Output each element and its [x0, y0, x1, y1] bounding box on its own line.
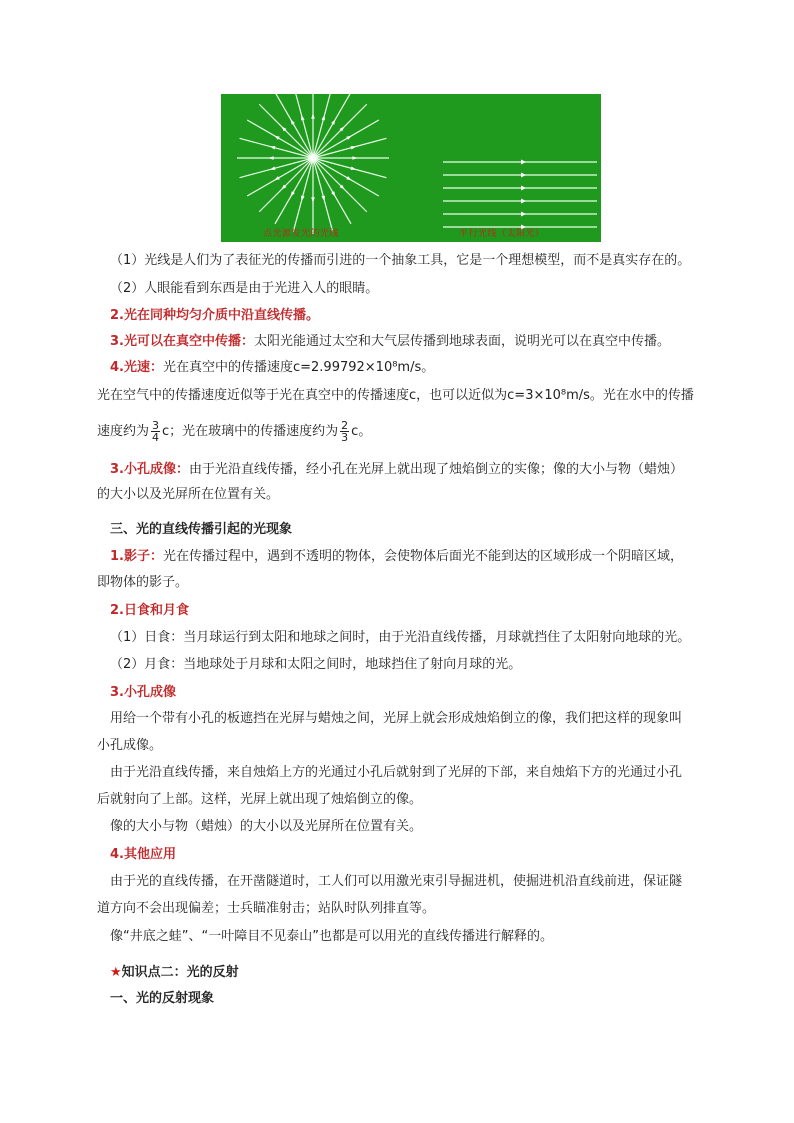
ray-arrow	[321, 196, 324, 202]
section-heading: 三、光的直线传播引起的光现象	[110, 522, 293, 537]
ray-arrow	[351, 166, 357, 169]
paragraph-text: 速度约为	[97, 424, 150, 439]
caption-point-source: 点光源发光的光线	[263, 229, 340, 239]
fraction	[340, 420, 349, 443]
paragraph: （2）人眼能看到东西是由于光进入人的眼睛。	[110, 281, 379, 296]
heading-inline: 4.光速：	[110, 360, 163, 375]
heading: 4.其他应用	[110, 847, 176, 862]
ray-arrow	[346, 136, 352, 140]
section-heading: 一、光的反射现象	[110, 991, 215, 1006]
radial-ray	[313, 138, 386, 158]
ray-arrow	[346, 176, 352, 180]
caption-parallel-rays: 平行光线（太阳光）	[459, 229, 545, 239]
ray-arrow	[521, 173, 526, 178]
paragraph: 即物体的影子。	[97, 575, 189, 590]
ray-arrow	[274, 176, 280, 180]
ray-arrow	[521, 199, 526, 204]
heading-inline: 3.小孔成像：	[110, 462, 189, 477]
heading-text: 知识点二：光的反射	[121, 965, 239, 980]
heading: 2.光在同种均匀介质中沿直线传播。	[110, 308, 319, 323]
fraction-numerator: 2	[341, 419, 349, 432]
paragraph: 用给一个带有小孔的板遮挡在光屏与蜡烛之间，光屏上就会形成烛焰倒立的像，我们把这样的现象叫	[110, 711, 683, 726]
point-source	[310, 155, 316, 161]
paragraph: 后就射向了上部。这样，光屏上就出现了烛焰倒立的像。	[97, 792, 423, 807]
ray-arrow	[351, 146, 357, 149]
paragraph: 由于光的直线传播，在开凿隧道时，工人们可以用激光束引导掘进机，使掘进机沿直线前进，保证隧	[110, 874, 683, 889]
paragraph	[110, 546, 683, 568]
paragraph	[110, 459, 683, 481]
ray-arrow	[301, 115, 304, 121]
radial-ray	[293, 158, 313, 231]
ray-arrow	[301, 196, 304, 202]
paragraph	[110, 331, 670, 353]
paragraph: 光在空气中的传播速度近似等于光在真空中的传播速度c，也可以近似为c=3×10⁸m/s。光在水中的传播	[97, 388, 694, 403]
paragraph	[97, 420, 371, 443]
heading-inline: 1.影子：	[110, 549, 163, 564]
paragraph: （1）日食：当月球运行到太阳和地球之间时，由于光沿直线传播，月球就挡住了太阳射向地球的光。	[110, 630, 691, 645]
paragraph: （2）月食：当地球处于月球和太阳之间时，地球挡住了射向月球的光。	[110, 657, 522, 672]
ray-arrow	[291, 191, 295, 197]
paragraph: 小孔成像。	[97, 738, 163, 753]
ray-arrow	[331, 119, 335, 125]
paragraph-text: 由于光沿直线传播，经小孔在光屏上就出现了烛焰倒立的实像；像的大小与物（蜡烛）	[188, 462, 683, 477]
ray-arrow	[321, 115, 324, 121]
light-rays-diagram	[221, 94, 601, 242]
radial-ray	[313, 158, 333, 231]
ray-arrow	[270, 146, 276, 149]
fraction	[151, 420, 160, 443]
ray-arrow	[521, 212, 526, 217]
paragraph	[110, 357, 434, 379]
paragraph-text: 光在传播过程中，遇到不透明的物体，会使物体后面光不能到达的区域形成一个阴暗区域，	[162, 549, 683, 564]
ray-arrow	[331, 191, 335, 197]
fraction-denominator: 4	[152, 431, 160, 444]
light-rays-figure	[221, 94, 601, 242]
ray-arrow	[268, 156, 273, 160]
knowledge-point-heading	[110, 962, 239, 984]
paragraph: 像的大小与物（蜡烛）的大小以及光屏所在位置有关。	[110, 819, 423, 834]
star-icon: ★	[110, 965, 122, 980]
ray-arrow	[311, 197, 315, 202]
paragraph-text: 太阳光能通过太空和大气层传播到地球表面，说明光可以在真空中传播。	[253, 334, 670, 349]
ray-arrow	[521, 160, 526, 165]
paragraph: 的大小以及光屏所在位置有关。	[97, 487, 280, 502]
paragraph: 由于光沿直线传播，来自烛焰上方的光通过小孔后就射到了光屏的下部，来自烛焰下方的光通过小孔	[110, 765, 683, 780]
ray-arrow	[274, 136, 280, 140]
radial-ray	[313, 158, 386, 178]
paragraph: 像“井底之蛙”、“一叶障目不见泰山”也都是可以用光的直线传播进行解释的。	[110, 929, 553, 944]
radial-ray	[240, 158, 313, 178]
paragraph-text: c；光在玻璃中的传播速度约为	[162, 424, 339, 439]
paragraph-text: c。	[351, 424, 372, 439]
heading: 3.小孔成像	[110, 685, 176, 700]
heading-inline: 3.光可以在真空中传播：	[110, 334, 254, 349]
fraction-numerator: 3	[152, 419, 160, 432]
paragraph-text: 光在真空中的传播速度c=2.99792×10⁸m/s。	[162, 360, 435, 375]
radial-ray	[240, 138, 313, 158]
ray-arrow	[291, 119, 295, 125]
ray-arrow	[311, 113, 315, 118]
heading: 2.日食和月食	[110, 603, 189, 618]
ray-arrow	[521, 186, 526, 191]
ray-arrow	[352, 156, 357, 160]
paragraph: 道方向不会出现偏差；士兵瞄准射击；站队时队列排直等。	[97, 901, 436, 916]
ray-arrow	[270, 166, 276, 169]
paragraph: （1）光线是人们为了表征光的传播而引进的一个抽象工具，它是一个理想模型，而不是真实存在的。	[110, 253, 691, 268]
fraction-denominator: 3	[341, 431, 349, 444]
